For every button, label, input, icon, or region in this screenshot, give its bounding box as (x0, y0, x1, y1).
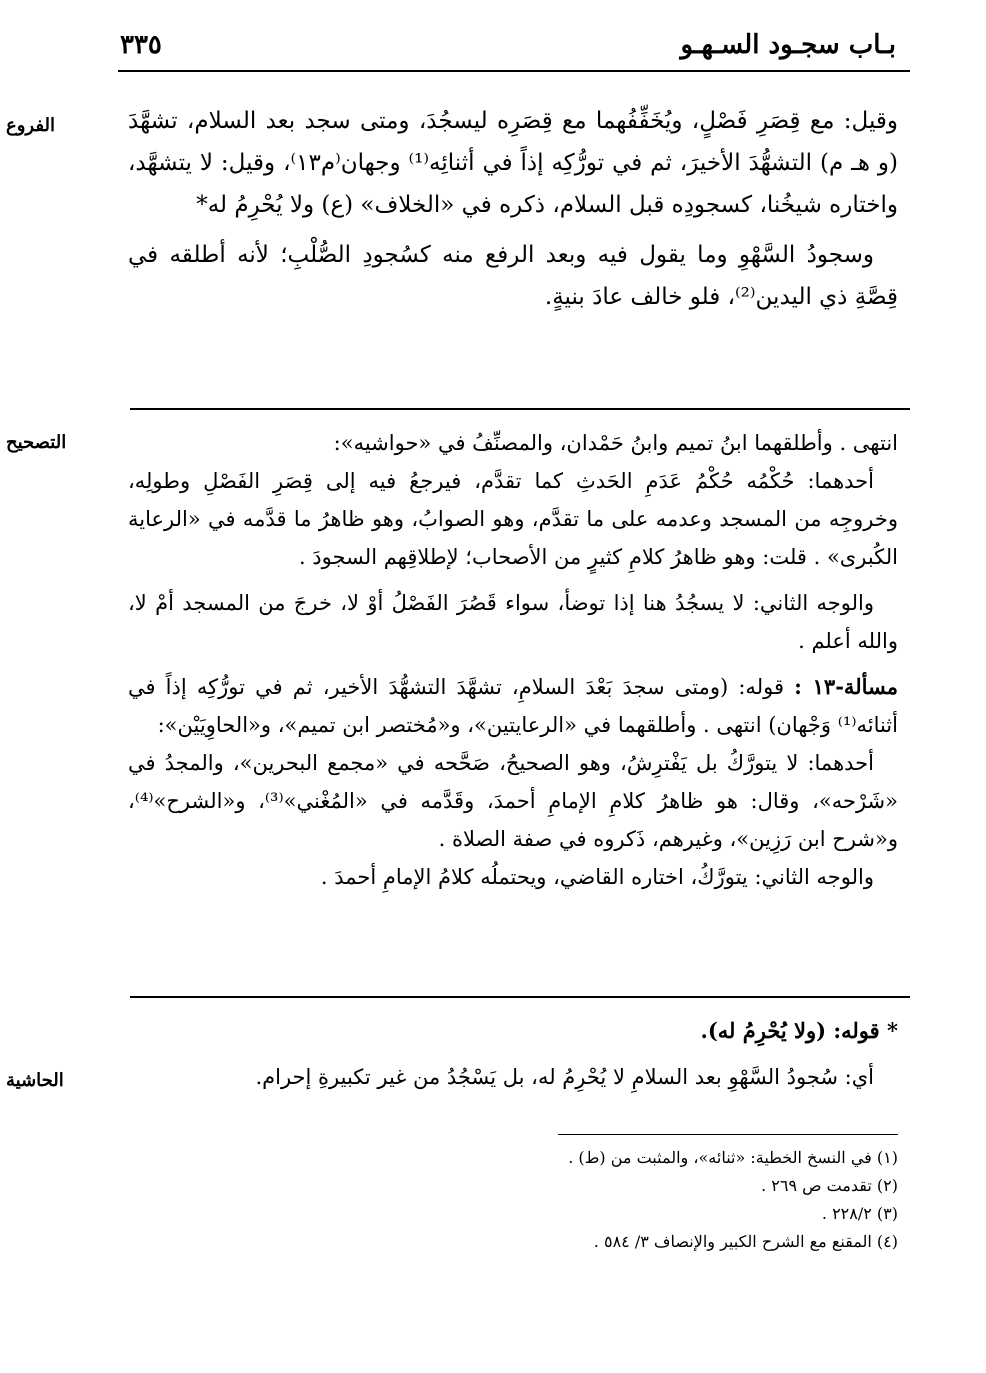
header-rule (118, 70, 910, 72)
tashih-paragraph-3: والوجه الثاني: لا يسجُدُ هنا إذا توضأ، سواء قَصُرَ الفَصْلُ أوْ لا، خرجَ من المسجد أمْ لا، والله أعلم . (128, 591, 898, 653)
tashih-paragraph-1: انتهى . وأطلقهما ابنُ تميم وابنُ حَمْدان، والمصنِّفُ في «حواشيه»: (333, 431, 898, 455)
tashih-paragraph-6: والوجه الثاني: يتورَّكُ، اختاره القاضي، ويحتملُه كلامُ الإمامِ أحمدَ . (320, 865, 874, 889)
hashiya-section (128, 1012, 898, 1096)
footnote-2: (٢) تقدمت ص ٢٦٩ . (761, 1176, 898, 1195)
masala-text: قوله: (ومتى سجدَ بَعْدَ السلامِ، تشهَّدَ التشهُّدَ الأخير، ثم في تورُّكِه إذاً في أثنائه⁽¹⁾ وَجْهان) انتهى . وأطلقهما في «الرعايتين»، و«مُختصر ابن تميم»، و«الحاوِيَيْن»: (128, 675, 898, 737)
tashih-paragraph-5: أحدهما: لا يتورَّكُ بل يَفْترِشُ، وهو الصحيحُ، صَحَّحه في «مجمع البحرين»، والمجدُ في «شَرْحه»، وقال: هو ظاهرُ كلامِ الإمامِ أحمدَ، وقَدَّمه في «المُغْني»⁽³⁾، و«الشرح»⁽⁴⁾، و«شرح ابن رَزِين»، وغيرهم، ذَكروه في صفة الصلاة . (128, 751, 898, 851)
hashiya-paragraph: أي: سُجودُ السَّهْوِ بعد السلامِ لا يُحْرِمُ له، بل يَسْجُدُ من غير تكبيرةِ إحرام. (255, 1065, 874, 1089)
footnotes (128, 1144, 898, 1256)
separator-rule (130, 408, 910, 410)
label-tashih: التصحيح (6, 432, 67, 453)
label-furu: الفروع (6, 115, 55, 136)
furu-paragraph-2: وسجودُ السَّهْوِ وما يقول فيه وبعد الرفع منه كسُجودِ الصُّلْبِ؛ لأنه أطلقه في قِصَّةِ ذي اليدين⁽²⁾، فلو خالف عادَ بنيةٍ. (128, 242, 898, 310)
footnote-3: (٣) ٢٢٨/٢ . (821, 1204, 898, 1223)
tashih-paragraph-4 (128, 668, 898, 744)
page-number: ٣٣٥ (120, 30, 162, 60)
footnote-rule (558, 1134, 898, 1135)
footnote-1: (١) في النسخ الخطية: «ثنائه»، والمثبت من (ط) . (568, 1148, 898, 1167)
running-title: بـاب سجـود السـهـو (680, 30, 896, 60)
tashih-paragraph-2: أحدهما: حُكْمُه حُكْمُ عَدَمِ الحَدثِ كما تقدَّم، فيرجعُ فيه إلى قِصَرِ الفَصْلِ وطولِه، وخروجِه من المسجد وعدمه على ما تقدَّم، وهو الصوابُ، وهو ظاهرُ ما قدَّمه في «الرعاية الكُبرى» . قلت: وهو ظاهرُ كلامِ كثيرٍ من الأصحاب؛ لإطلاقِهم السجودَ . (128, 469, 898, 569)
masala-heading: مسألة-١٣ : (794, 674, 898, 699)
separator-rule (130, 996, 910, 998)
hashiya-quote: * قوله: (ولا يُحْرِمُ له). (700, 1018, 898, 1043)
furu-paragraph-1: وقيل: مع قِصَرِ فَصْلٍ، ويُخَفِّفُهما مع قِصَرِه ليسجُدَ، ومتى سجد بعد السلام، تشهَّدَ (و هـ م) التشهُّدَ الأخيرَ، ثم في تورُّكِه إذاً في أثنائِه⁽¹⁾ وجهان⁽م١٣⁾، وقيل: لا يتشهَّد، واختاره شيخُنا، كسجودِه قبل السلام، ذكره في «الخلاف» (ع) ولا يُحْرِمُ له* (128, 108, 898, 218)
furu-section (128, 100, 898, 318)
label-hashiya: الحاشية (6, 1070, 64, 1091)
footnote-4: (٤) المقنع مع الشرح الكبير والإنصاف ٣/ ٥٨٤ . (593, 1232, 898, 1251)
tashih-section (128, 424, 898, 896)
